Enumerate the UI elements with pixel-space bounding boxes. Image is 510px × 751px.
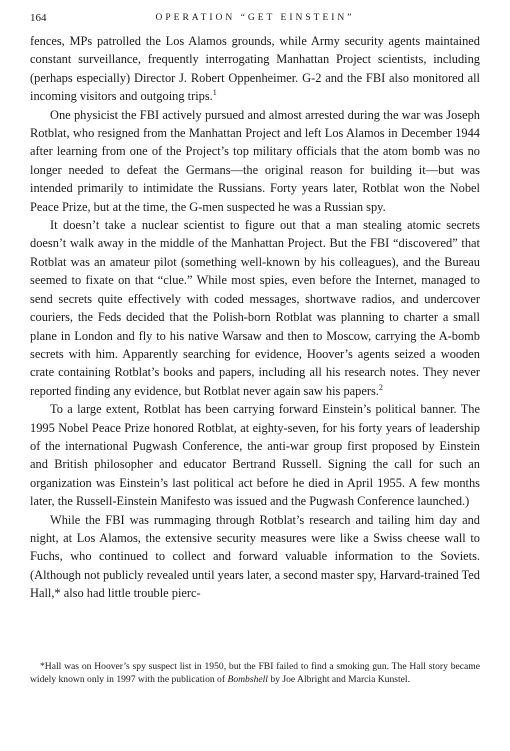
- paragraph-3-text: It doesn’t take a nuclear scientist to figure out that a man stealing atomic secrets doesn’t walk away in the middle of the Manhattan Project. But the FBI “discovered” that Rotblat was an amateur pilot (something well-known by his colleagues), and the Bureau seemed to fixate on that “clue.” While most spies, even before the Internet, managed to send secrets quite effectively with coded messages, shortwave radios, and undercover couriers, the Feds decided that the Polish-born Rotblat was planning to charter a small plane in London and fly to his native Warsaw and then to Moscow, carrying the A-bomb secrets with him. Apparently searching for evidence, Hoover’s agents seized a wooden crate containing Rotblat’s books and papers, including all his research notes. They never reported finding any evidence, but Rotblat never again saw his papers.: [30, 218, 480, 398]
- paragraph-5: [30, 511, 480, 603]
- footnote-text-before: *Hall was on Hoover’s spy suspect list in 1950, but the FBI failed to find a smoking gun. The Hall story became widely known only in 1997 with the publication of: [30, 661, 480, 686]
- paragraph-1-text: fences, MPs patrolled the Los Alamos grounds, while Army security agents maintained constant surveillance, frequently interrogating Manhattan Project scientists, including (perhaps especially) Director J. Robert Oppenheimer. G-2 and the FBI also monitored all incoming visitors and outgoing trips.: [30, 34, 480, 104]
- paragraph-5-text: While the FBI was rummaging through Rotblat’s research and tailing him day and night, at Los Alamos, the extensive security measures were like a Swiss cheese wall to Fuchs, who continued to collect and forward valuable information to the Soviets. (Although not publicly revealed until years later, a second master spy, Harvard-trained Ted Hall,* also had little trouble pierc-: [30, 512, 480, 601]
- running-head: OPERATION “GET EINSTEIN”: [155, 13, 355, 23]
- page-number: 164: [30, 12, 47, 24]
- page-header: [30, 10, 480, 26]
- endnote-ref-1: 1: [212, 88, 217, 98]
- footnote-book-title: Bombshell: [227, 674, 268, 686]
- endnote-ref-2: 2: [378, 382, 383, 392]
- footnote-text-after: by Joe Albright and Marcia Kunstel.: [267, 674, 410, 686]
- body-text: [30, 32, 480, 603]
- paragraph-3: [30, 216, 480, 400]
- footnote: [30, 660, 480, 687]
- paragraph-4-text: To a large extent, Rotblat has been carrying forward Einstein’s political banner. The 1995 Nobel Peace Prize honored Rotblat, at eighty-seven, for his forty years of leadership of the international Pugwash Conference, the anti-war group first proposed by Einstein and British philosopher and educator Bertrand Russell. Signing the call for such an organization was Einstein’s last political act before he died in April 1955. A few months later, the Russell-Einstein Manifesto was issued and the Pugwash Conference launched.): [30, 402, 480, 509]
- paragraph-1: [30, 32, 480, 106]
- paragraph-2-text: One physicist the FBI actively pursued and almost arrested during the war was Joseph Rotblat, who resigned from the Manhattan Project and left Los Alamos in December 1944 after learning from one of the Project’s top military officials that the atom bomb was no longer needed to defeat the Germans—the original reason for building it—but was intended primarily to intimidate the Russians. Forty years later, Rotblat won the Nobel Peace Prize, but at the time, the G-men suspected he was a Russian spy.: [30, 107, 480, 214]
- paragraph-4: [30, 400, 480, 510]
- footnotes: [30, 660, 480, 687]
- paragraph-2: [30, 106, 480, 216]
